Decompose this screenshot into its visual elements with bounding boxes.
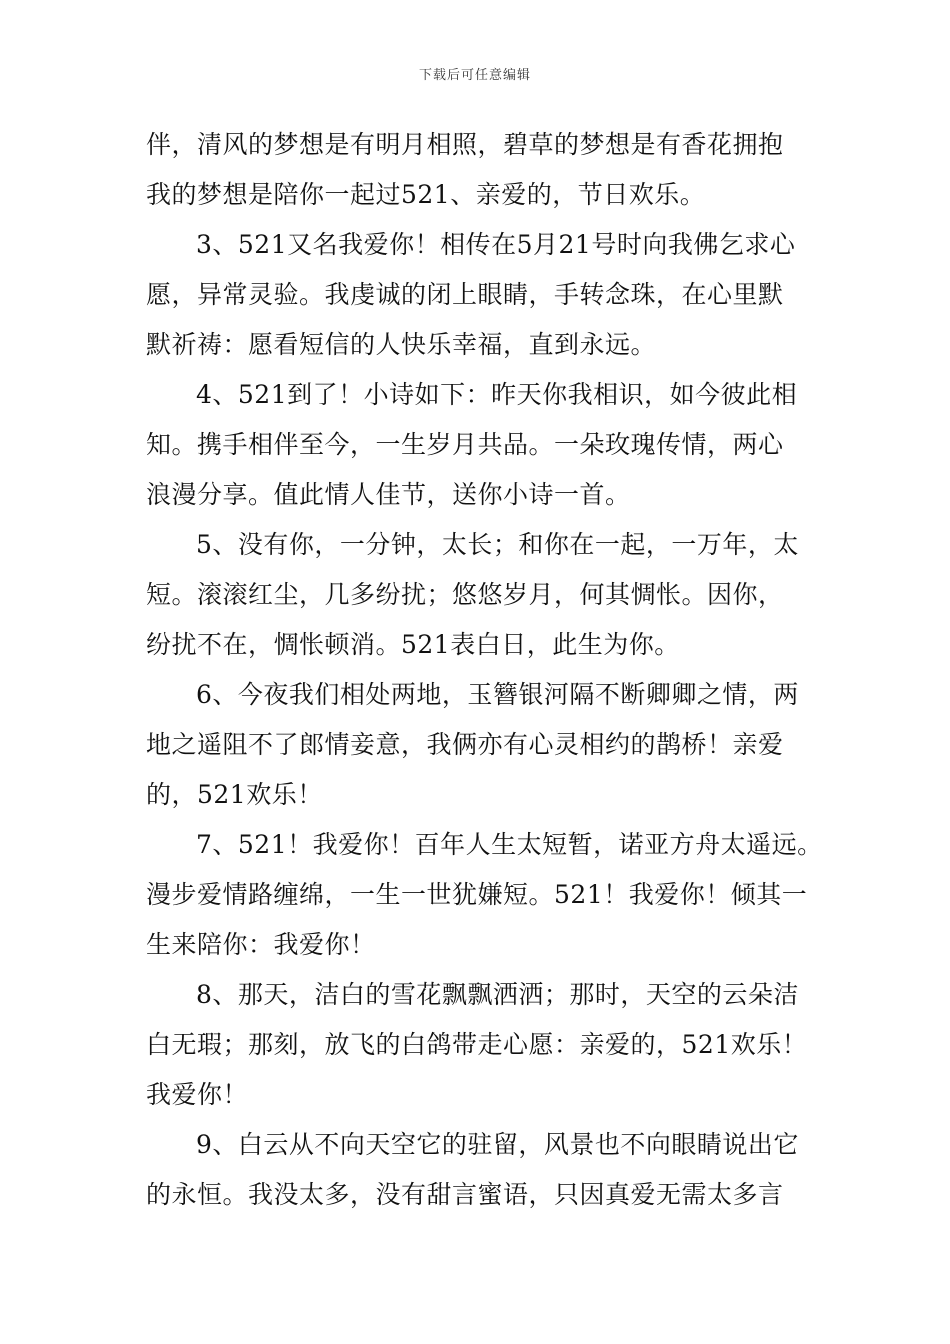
text-line: 地之遥阻不了郎情妾意，我俩亦有心灵相约的鹊桥！亲爱 bbox=[146, 730, 784, 759]
text-line: 伴，清风的梦想是有明月相照，碧草的梦想是有香花拥抱 bbox=[146, 130, 784, 159]
paragraph bbox=[146, 678, 816, 812]
text-line: 4、521到了！小诗如下：昨天你我相识，如今彼此相 bbox=[196, 380, 798, 409]
paragraph bbox=[146, 228, 816, 362]
text-line: 默祈祷：愿看短信的人快乐幸福，直到永远。 bbox=[146, 330, 657, 359]
text-line: 7、521！我爱你！百年人生太短暂，诺亚方舟太遥远。 bbox=[196, 830, 823, 859]
text-line: 生来陪你：我爱你！ bbox=[146, 930, 376, 959]
text-line: 漫步爱情路缠绵，一生一世犹嫌短。521！我爱你！倾其一 bbox=[146, 880, 808, 909]
text-line: 3、521又名我爱你！相传在5月21号时向我佛乞求心 bbox=[196, 230, 796, 259]
text-line: 的，521欢乐！ bbox=[146, 780, 323, 809]
paragraph bbox=[146, 828, 823, 962]
document-body bbox=[146, 128, 823, 1212]
text-line: 6、今夜我们相处两地，玉簪银河隔不断卿卿之情，两 bbox=[196, 680, 799, 709]
text-line: 我的梦想是陪你一起过521、亲爱的，节日欢乐。 bbox=[146, 180, 706, 209]
paragraph bbox=[146, 1128, 816, 1212]
text-line: 白无瑕；那刻，放飞的白鸽带走心愿：亲爱的，521欢乐！ bbox=[146, 1030, 808, 1059]
paragraph bbox=[146, 128, 816, 212]
text-line: 9、白云从不向天空它的驻留，风景也不向眼睛说出它 bbox=[196, 1130, 799, 1159]
text-line: 浪漫分享。值此情人佳节，送你小诗一首。 bbox=[146, 480, 631, 509]
page-header: 下载后可任意编辑 bbox=[418, 68, 531, 83]
text-line: 知。携手相伴至今，一生岁月共品。一朵玫瑰传情，两心 bbox=[146, 430, 784, 459]
text-line: 愿，异常灵验。我虔诚的闭上眼睛，手转念珠，在心里默 bbox=[146, 280, 784, 309]
text-line: 的永恒。我没太多，没有甜言蜜语，只因真爱无需太多言 bbox=[146, 1180, 784, 1209]
paragraph bbox=[146, 378, 816, 512]
text-line: 我爱你！ bbox=[146, 1080, 249, 1109]
text-line: 短。滚滚红尘，几多纷扰；悠悠岁月，何其惆怅。因你， bbox=[146, 580, 784, 609]
text-line: 纷扰不在，惆怅顿消。521表白日，此生为你。 bbox=[146, 630, 680, 659]
text-line: 8、那天，洁白的雪花飘飘洒洒；那时，天空的云朵洁 bbox=[196, 980, 799, 1009]
paragraph bbox=[146, 978, 816, 1112]
text-line: 5、没有你，一分钟，太长；和你在一起，一万年，太 bbox=[196, 530, 799, 559]
paragraph bbox=[146, 528, 816, 662]
